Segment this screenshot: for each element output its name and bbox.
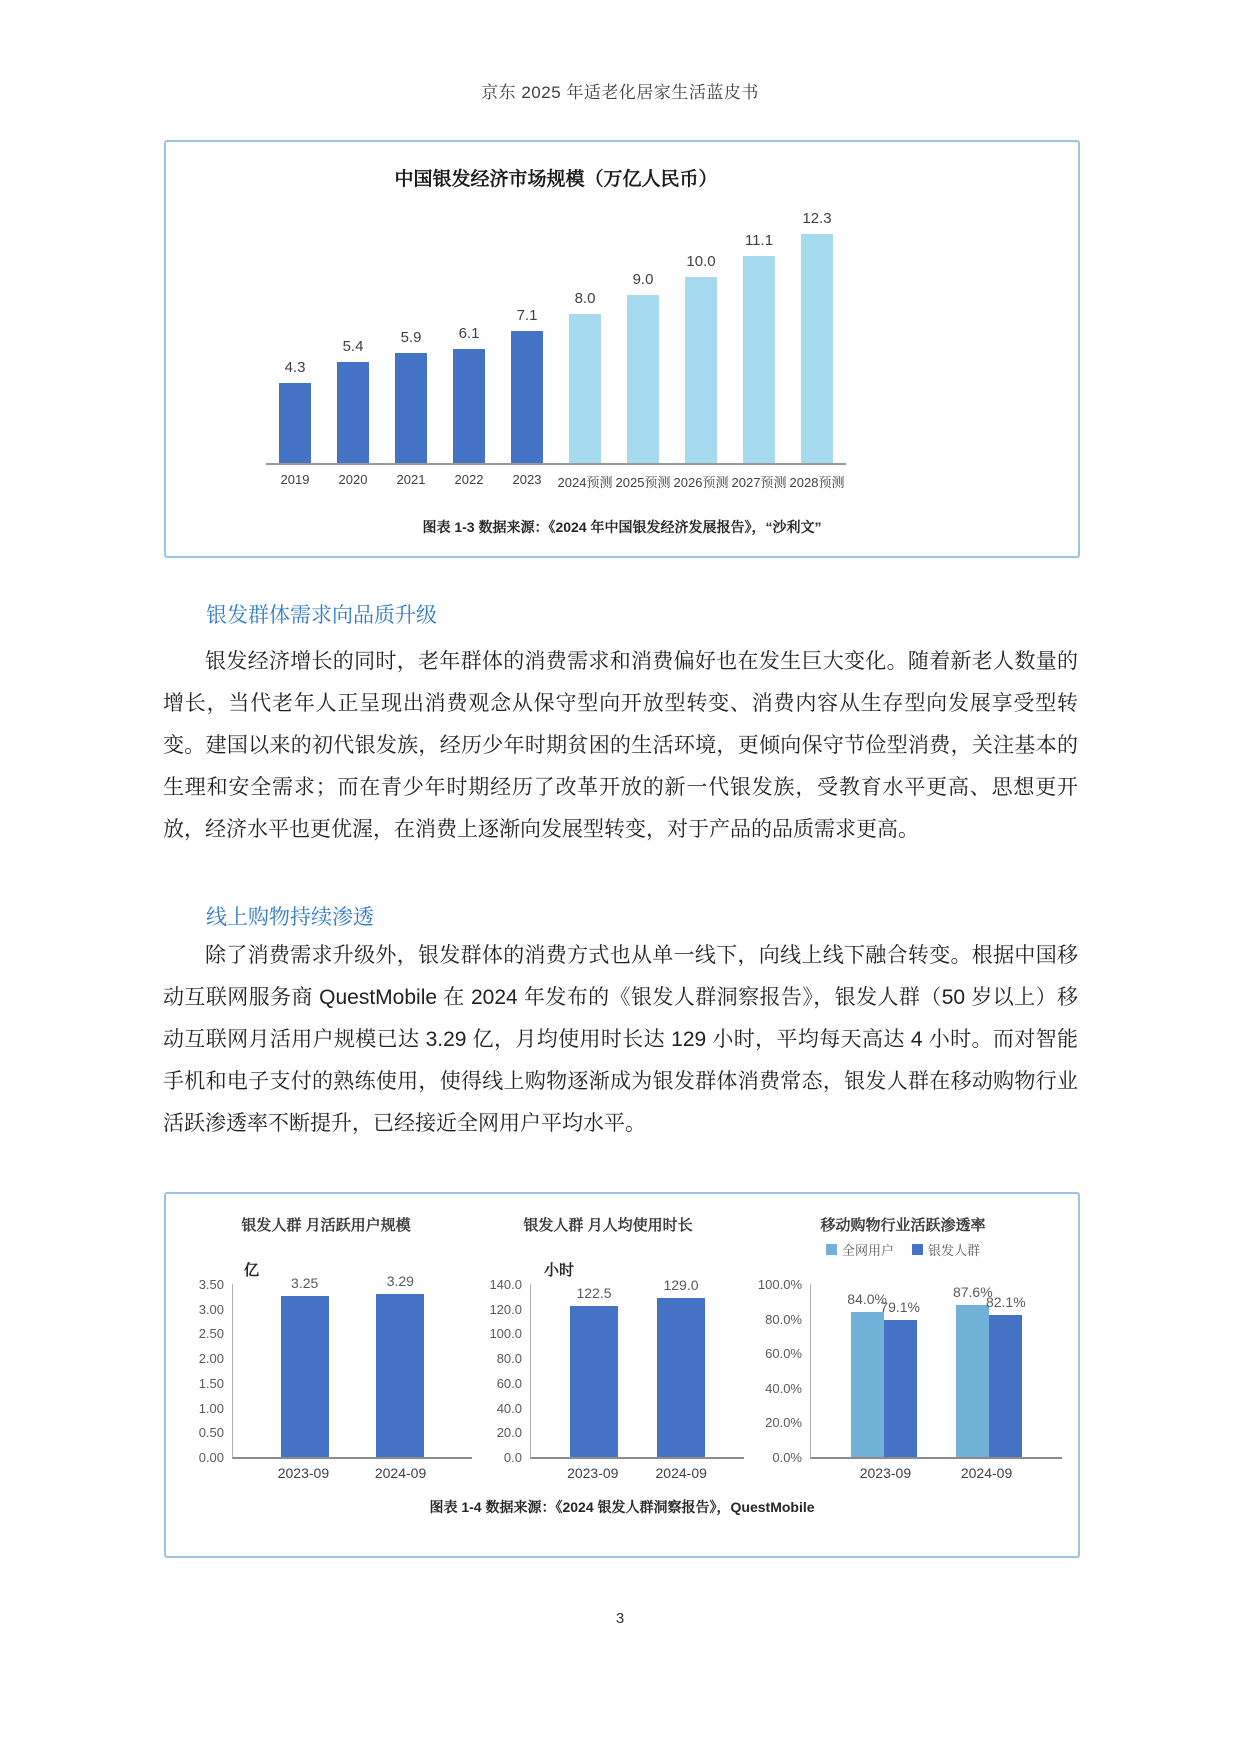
mini-chart-penetration-title: 移动购物行业活跃渗透率	[820, 1217, 986, 1234]
figure-1-3-box	[164, 140, 1080, 558]
bar-cell	[498, 307, 556, 463]
y-axis-unit-label: 亿	[244, 1262, 260, 1279]
bar-value-label: 7.1	[516, 307, 538, 324]
market-size-chart	[266, 142, 846, 491]
legend-label: 银发人群	[928, 1243, 981, 1258]
bar-全网用户-2023-09	[847, 1291, 888, 1457]
x-tick-label: 2023-09	[567, 1465, 619, 1481]
section-heading-online-shopping: 线上购物持续渗透	[206, 906, 374, 929]
bar-银发人群-2024-09	[985, 1294, 1026, 1457]
legend-item	[826, 1240, 894, 1259]
x-axis-categories	[232, 1465, 472, 1481]
y-axis	[744, 1277, 810, 1465]
bar-value-label: 129.0	[663, 1277, 699, 1293]
x-tick-label: 2024-09	[960, 1465, 1013, 1481]
bar-group-2023-09	[847, 1291, 921, 1457]
x-tick-label: 2026预测	[673, 475, 729, 490]
bar-cell	[382, 329, 440, 463]
bar-value-label: 84.0%	[847, 1291, 888, 1307]
y-axis	[472, 1277, 530, 1465]
y-tick-label: 100.0	[489, 1326, 522, 1342]
bar-value-label: 122.5	[576, 1285, 612, 1301]
mini-chart-hours-body	[472, 1277, 744, 1465]
bar-2020	[337, 338, 369, 463]
mini-chart-usage-hours	[472, 1214, 744, 1481]
y-tick-label: 100.0%	[757, 1277, 802, 1292]
y-tick-label: 0.0%	[772, 1450, 802, 1465]
mini-chart-mau	[180, 1214, 472, 1481]
bar-value-label: 4.3	[284, 359, 306, 376]
bar-cell	[324, 338, 382, 463]
market-size-plot-area	[266, 210, 846, 465]
bar-2028预测	[801, 210, 833, 463]
y-tick-label: 80.0%	[765, 1311, 802, 1327]
chart-legend	[744, 1236, 1062, 1259]
y-tick-label: 20.0	[496, 1425, 522, 1441]
x-tick-label: 2025预测	[615, 475, 671, 490]
y-tick-label: 40.0	[496, 1400, 522, 1416]
x-axis-categories	[530, 1465, 744, 1481]
bar-2022	[453, 325, 485, 463]
y-tick-label: 0.50	[198, 1425, 224, 1441]
bar-value-label: 11.1	[744, 232, 774, 249]
y-axis	[180, 1277, 232, 1465]
bar-value-label: 5.4	[342, 338, 364, 355]
mini-chart-mau-title: 银发人群 月活跃用户规模	[241, 1217, 411, 1234]
x-tick-label: 2019	[280, 472, 310, 487]
bar-value-label: 9.0	[632, 271, 654, 288]
x-tick-label: 2023-09	[859, 1465, 912, 1481]
bar-value-label: 82.1%	[985, 1294, 1026, 1310]
bar-cell	[614, 271, 672, 463]
bar-value-label: 8.0	[574, 290, 596, 307]
y-axis-unit-label: 小时	[544, 1262, 575, 1279]
bar-cell	[440, 325, 498, 463]
bar-cell	[730, 232, 788, 463]
x-tick-label: 2024-09	[655, 1465, 707, 1481]
document-header-title: 京东 2025 年适老化居家生活蓝皮书	[481, 83, 759, 102]
market-size-chart-title: 中国银发经济市场规模（万亿人民币）	[394, 169, 718, 190]
bar-2026预测	[685, 253, 717, 463]
x-tick-label: 2020	[338, 472, 368, 487]
bar-2024-09	[376, 1273, 424, 1457]
bar-value-label: 79.1%	[880, 1299, 921, 1315]
bar-2023	[511, 307, 543, 463]
y-tick-label: 20.0%	[765, 1415, 802, 1431]
bar-2023-09	[570, 1285, 618, 1457]
legend-label: 全网用户	[841, 1243, 894, 1258]
bar-group-2023-09	[570, 1285, 618, 1457]
bar-group-2024-09	[952, 1284, 1026, 1457]
x-tick-label: 2023-09	[277, 1465, 330, 1481]
paragraph-online-shopping: 除了消费需求升级外，银发群体的消费方式也从单一线下，向线上线下融合转变。根据中国移动互联网服务商 QuestMobile 在 2024 年发布的《银发人群洞察报告》，银发人群（50 岁以上）移动互联网月活用户规模已达 3.29 亿，月均使用时长达 129 小时，平均每天高达 4 小时。而对智能手机和电子支付的熟练使用，使得线上购物逐渐成为银发群体消费常态，银发人群在移动购物行业活跃渗透率不断提升，已经接近全网用户平均水平。	[163, 944, 1078, 1135]
bar-group-2024-09	[376, 1273, 424, 1457]
plot-area	[232, 1273, 472, 1459]
plot-area	[530, 1277, 744, 1459]
bar-group-2024-09	[657, 1277, 705, 1457]
x-tick-label: 2021	[396, 472, 426, 487]
bar-value-label: 3.29	[386, 1273, 414, 1289]
bar-2024预测	[569, 290, 601, 463]
bar-2021	[395, 329, 427, 463]
mini-chart-mau-body	[180, 1273, 472, 1465]
y-tick-label: 120.0	[489, 1301, 522, 1317]
bar-group-2023-09	[281, 1275, 329, 1457]
x-tick-label: 2027预测	[731, 475, 787, 490]
bar-cell	[672, 253, 730, 463]
bar-cell	[266, 359, 324, 463]
y-tick-label: 40.0%	[765, 1380, 802, 1396]
x-tick-label: 2024预测	[557, 475, 613, 490]
y-tick-label: 60.0	[496, 1375, 522, 1391]
y-tick-label: 0.0	[503, 1450, 522, 1465]
figure-1-4-caption: 图表 1-4 数据来源：《2024 银发人群洞察报告》，QuestMobile	[429, 1499, 815, 1515]
bar-value-label: 87.6%	[952, 1284, 993, 1300]
bar-全网用户-2024-09	[952, 1284, 993, 1457]
mini-chart-penetration	[744, 1214, 1062, 1481]
paragraph-quality-upgrade: 银发经济增长的同时，老年群体的消费需求和消费偏好也在发生巨大变化。随着新老人数量的增长，当代老年人正呈现出消费观念从保守型向开放型转变、消费内容从生存型向发展享受型转变。建国以来的初代银发族，经历少年时期贫困的生活环境，更倾向保守节俭型消费，关注基本的生理和安全需求；而在青少年时期经历了改革开放的新一代银发族，受教育水平更高、思想更开放，经济水平也更优渥，在消费上逐渐向发展型转变，对于产品的品质需求更高。	[163, 650, 1078, 841]
page-number: 3	[615, 1610, 625, 1627]
mini-charts-row	[166, 1194, 1078, 1481]
figure-1-3-caption: 图表 1-3 数据来源：《2024 年中国银发经济发展报告》，“沙利文”	[422, 519, 822, 535]
mini-chart-hours-title: 银发人群 月人均使用时长	[523, 1217, 693, 1234]
plot-area	[810, 1284, 1062, 1459]
bar-value-label: 10.0	[686, 253, 716, 270]
y-tick-label: 0.00	[198, 1450, 224, 1465]
legend-swatch	[826, 1244, 837, 1255]
x-tick-label: 2022	[454, 472, 484, 487]
y-tick-label: 3.50	[198, 1277, 224, 1292]
legend-item	[912, 1240, 980, 1259]
x-tick-label: 2023	[512, 472, 542, 487]
section-heading-quality-upgrade: 银发群体需求向品质升级	[206, 604, 437, 627]
bar-银发人群-2023-09	[880, 1299, 921, 1457]
bar-2025预测	[627, 271, 659, 463]
y-tick-label: 2.00	[198, 1351, 224, 1367]
y-tick-label: 60.0%	[765, 1346, 802, 1362]
bar-cell	[556, 290, 614, 463]
y-tick-label: 1.00	[198, 1400, 224, 1416]
bar-value-label: 12.3	[802, 210, 832, 227]
x-tick-label: 2028预测	[789, 475, 845, 490]
bar-value-label: 3.25	[291, 1275, 319, 1291]
bar-cell	[788, 210, 846, 463]
mini-chart-penetration-body	[744, 1277, 1062, 1465]
market-size-x-axis	[266, 472, 846, 491]
bar-2027预测	[743, 232, 775, 463]
y-tick-label: 2.50	[198, 1326, 224, 1342]
y-tick-label: 80.0	[496, 1351, 522, 1367]
bar-value-label: 5.9	[400, 329, 422, 346]
legend-swatch	[912, 1244, 923, 1255]
y-tick-label: 3.00	[198, 1301, 224, 1317]
x-tick-label: 2024-09	[374, 1465, 427, 1481]
x-axis-categories	[810, 1465, 1062, 1481]
y-tick-label: 140.0	[489, 1277, 522, 1292]
y-tick-label: 1.50	[198, 1375, 224, 1391]
bar-2019	[279, 359, 311, 463]
bar-2023-09	[281, 1275, 329, 1457]
figure-1-4-box	[164, 1192, 1080, 1558]
bar-value-label: 6.1	[458, 325, 480, 342]
bar-2024-09	[657, 1277, 705, 1457]
